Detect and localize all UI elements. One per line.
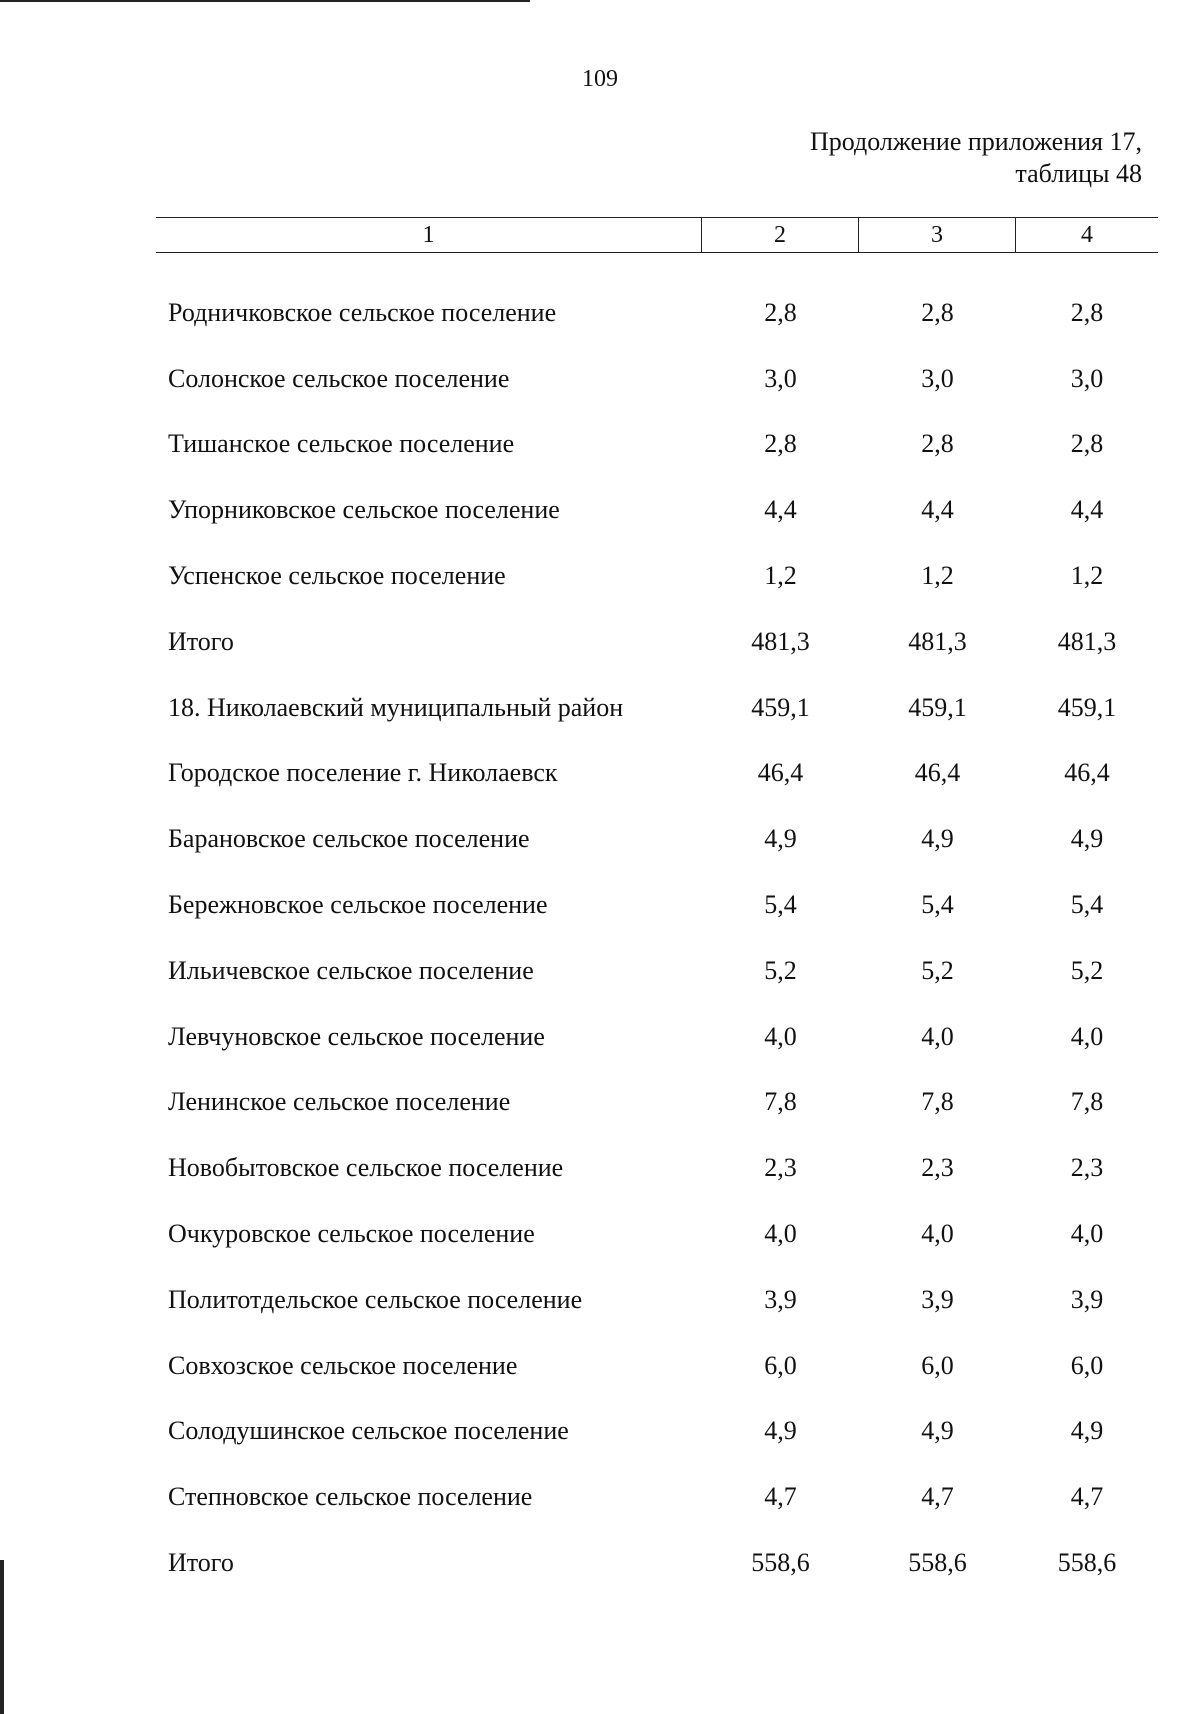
row-name: Тишанское сельское поселение: [168, 429, 515, 459]
cell-col-2: 46,4: [757, 758, 804, 788]
cell-col-4: 5,4: [1070, 890, 1104, 920]
continuation-line-2: таблицы 48: [1015, 159, 1142, 188]
cell-col-2: 1,2: [764, 561, 797, 591]
cell-col-3: 7,8: [921, 1087, 954, 1117]
cell-col-3: 1,2: [921, 561, 954, 591]
column-header-1: 1: [156, 218, 702, 252]
table-body: [156, 280, 1158, 1596]
continuation-line-1: Продолжение приложения 17,: [809, 127, 1142, 156]
cell-col-3: 4,9: [921, 1416, 954, 1446]
page-number: 109: [582, 66, 618, 92]
cell-col-4: 1,2: [1070, 561, 1104, 591]
table-row: [156, 1004, 1158, 1070]
table-row: [156, 1267, 1158, 1333]
cell-col-2: 2,8: [764, 429, 797, 459]
cell-col-3: 5,4: [921, 890, 954, 920]
row-name: Степновское сельское поселение: [168, 1482, 533, 1512]
row-name: 18. Николаевский муниципальный район: [168, 692, 624, 722]
row-name: Солодушинское сельское поселение: [168, 1416, 569, 1446]
row-name: Упорниковское сельское поселение: [168, 495, 560, 525]
cell-col-3: 4,0: [921, 1021, 954, 1051]
cell-col-4: 46,4: [1064, 758, 1110, 788]
cell-col-3: 2,8: [921, 429, 954, 459]
cell-col-2: 7,8: [764, 1087, 797, 1117]
cell-col-3: 3,0: [921, 363, 954, 393]
cell-col-4: 4,9: [1070, 1416, 1104, 1446]
cell-col-4: 4,7: [1070, 1482, 1104, 1512]
cell-col-2: 3,9: [764, 1284, 797, 1314]
cell-col-3: 4,9: [921, 824, 954, 854]
cell-col-2: 2,3: [764, 1153, 797, 1183]
table-row: [156, 346, 1158, 412]
cell-col-4: 4,0: [1070, 1021, 1104, 1051]
cell-col-2: 4,0: [764, 1219, 797, 1249]
cell-col-3: 4,0: [921, 1219, 954, 1249]
column-header-3: 3: [859, 218, 1016, 252]
continuation-note: [810, 126, 1142, 190]
cell-col-4: 2,8: [1070, 429, 1104, 459]
scan-top-rule: [0, 0, 530, 2]
column-header-4: 4: [1081, 221, 1093, 248]
table-row: [156, 872, 1158, 938]
cell-col-3: 4,4: [921, 495, 954, 525]
row-name: Бережновское сельское поселение: [168, 890, 548, 920]
row-name: Итого: [168, 626, 234, 656]
cell-col-4: 4,4: [1070, 495, 1104, 525]
cell-col-3: 459,1: [908, 692, 967, 722]
row-name: Совхозское сельское поселение: [168, 1350, 518, 1380]
cell-col-2: 4,4: [764, 495, 797, 525]
table-row: [156, 609, 1158, 675]
table-row: [156, 412, 1158, 478]
cell-col-2: 4,0: [764, 1021, 797, 1051]
table-row: [156, 806, 1158, 872]
cell-col-2: 6,0: [764, 1350, 797, 1380]
table-row: [156, 1070, 1158, 1136]
cell-col-4: 7,8: [1070, 1087, 1104, 1117]
row-name: Родничковское сельское поселение: [168, 297, 557, 327]
cell-col-3: 2,8: [921, 297, 954, 327]
row-name: Новобытовское сельское поселение: [168, 1153, 564, 1183]
table-row: [156, 1464, 1158, 1530]
cell-col-3: 2,3: [921, 1153, 954, 1183]
cell-col-3: 46,4: [914, 758, 961, 788]
cell-col-2: 4,9: [764, 824, 797, 854]
cell-col-4: 6,0: [1070, 1350, 1104, 1380]
table-row: [156, 675, 1158, 741]
row-name: Барановское сельское поселение: [168, 824, 530, 854]
cell-col-2: 558,6: [751, 1548, 810, 1578]
cell-col-3: 5,2: [921, 955, 954, 985]
table-row: [156, 1135, 1158, 1201]
table-row: [156, 1530, 1158, 1596]
table-row: [156, 543, 1158, 609]
cell-col-2: 481,3: [751, 626, 810, 656]
cell-col-3: 481,3: [908, 626, 967, 656]
table-row: [156, 1399, 1158, 1465]
row-name: Левчуновское сельское поселение: [168, 1021, 545, 1051]
row-name: Успенское сельское поселение: [168, 561, 506, 591]
cell-col-2: 4,7: [764, 1482, 797, 1512]
scan-left-edge: [0, 1560, 4, 1714]
cell-col-2: 3,0: [764, 363, 797, 393]
cell-col-4: 2,8: [1070, 297, 1104, 327]
table-row: [156, 280, 1158, 346]
cell-col-2: 4,9: [764, 1416, 797, 1446]
cell-col-2: 5,4: [764, 890, 797, 920]
cell-col-3: 558,6: [908, 1548, 967, 1578]
cell-col-4: 4,0: [1070, 1219, 1104, 1249]
cell-col-3: 6,0: [921, 1350, 954, 1380]
table-row: [156, 477, 1158, 543]
cell-col-2: 5,2: [764, 955, 797, 985]
cell-col-3: 3,9: [921, 1284, 954, 1314]
row-name: Очкуровское сельское поселение: [168, 1219, 535, 1249]
row-name: Итого: [168, 1548, 234, 1578]
cell-col-2: 2,8: [764, 297, 797, 327]
cell-col-4: 5,2: [1070, 955, 1104, 985]
cell-col-2: 459,1: [751, 692, 810, 722]
table-row: [156, 741, 1158, 807]
cell-col-4: 3,0: [1070, 363, 1104, 393]
cell-col-4: 459,1: [1057, 692, 1117, 722]
table-column-header: [156, 217, 1158, 253]
cell-col-4: 3,9: [1070, 1284, 1104, 1314]
table-row: [156, 1333, 1158, 1399]
row-name: Городское поселение г. Николаевск: [168, 758, 558, 788]
table-row: [156, 938, 1158, 1004]
cell-col-4: 2,3: [1070, 1153, 1104, 1183]
column-header-2: 2: [702, 218, 859, 252]
row-name: Ленинское сельское поселение: [168, 1087, 511, 1117]
row-name: Политотдельское сельское поселение: [168, 1284, 583, 1314]
cell-col-4: 4,9: [1070, 824, 1104, 854]
cell-col-4: 481,3: [1057, 626, 1117, 656]
row-name: Ильичевское сельское поселение: [168, 955, 534, 985]
cell-col-4: 558,6: [1057, 1548, 1117, 1578]
row-name: Солонское сельское поселение: [168, 363, 510, 393]
table-row: [156, 1201, 1158, 1267]
cell-col-3: 4,7: [921, 1482, 954, 1512]
